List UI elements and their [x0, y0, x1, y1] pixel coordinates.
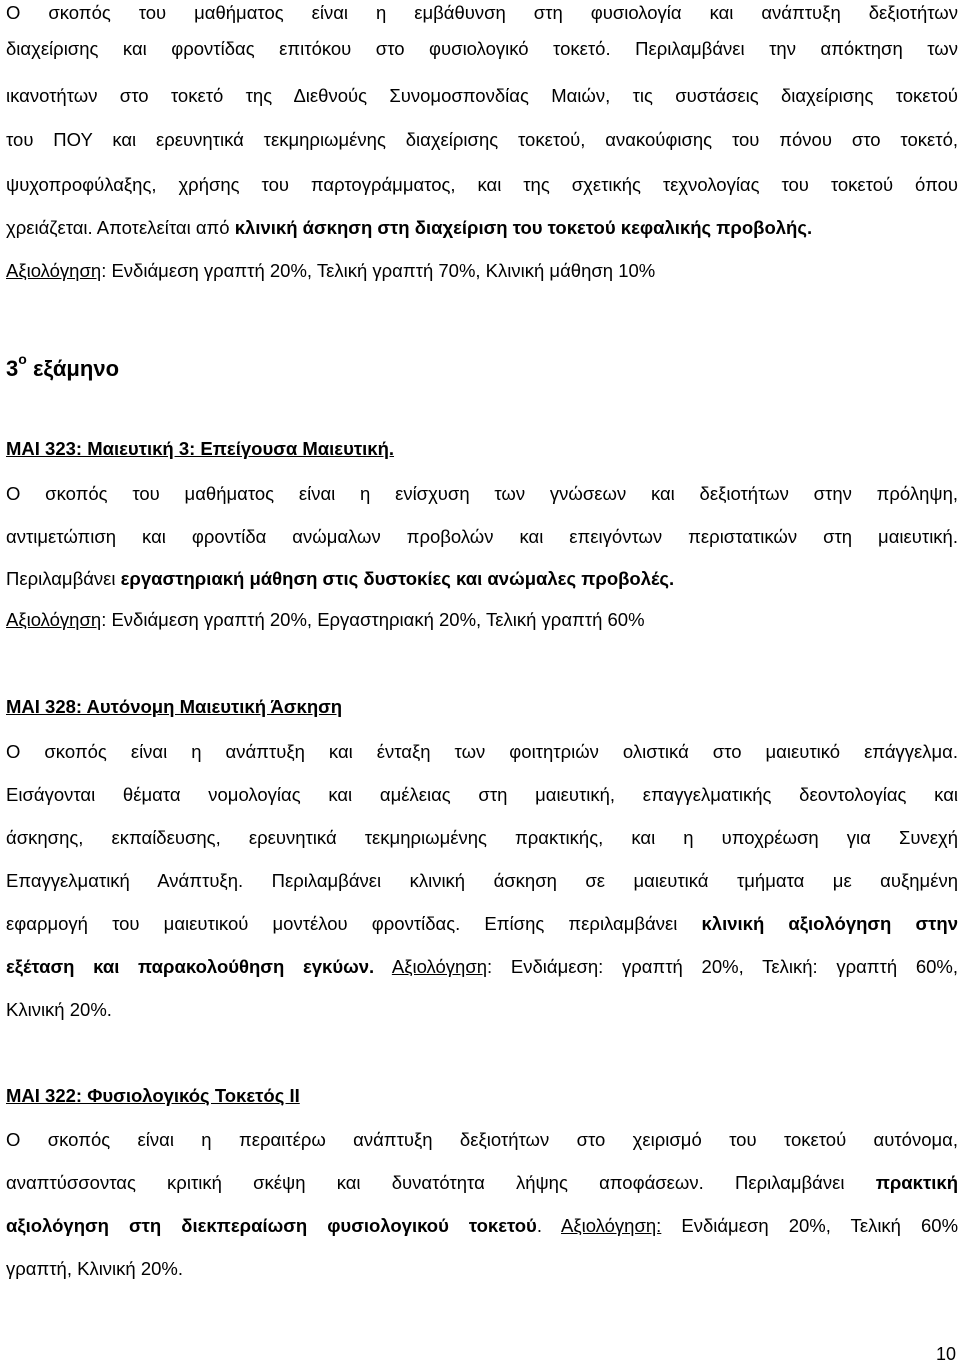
- mai328-line-6: [6, 954, 958, 980]
- evaluation-label: Αξιολόγηση: [391, 956, 488, 977]
- mai323-evaluation: [6, 607, 958, 633]
- mai322-line-2-text: αναπτύσσοντας κριτική σκέψη και δυνατότητα λήψης αποφάσεων. Περιλαμβάνει: [6, 1172, 876, 1193]
- term-heading: [6, 344, 958, 381]
- course-mai323-title: [6, 436, 958, 462]
- mai328-bold-exam: εξέταση και παρακολούθηση εγκύων.: [6, 956, 375, 977]
- term-label: εξάμηνο: [32, 356, 120, 381]
- mai328-line-1: Ο σκοπός είναι η ανάπτυξη και ένταξη των φοιτητριών ολιστικά στο μαιευτικό επάγγελμα.: [6, 741, 958, 762]
- intro-line-5: ψυχοπροφύλαξης, χρήσης του παρτογράμματος, και της σχετικής τεχνολογίας του τοκετού όπου: [6, 174, 958, 195]
- evaluation-text: : Ενδιάμεση γραπτή 20%, Τελική γραπτή 70%, Κλινική μάθηση 10%: [101, 260, 656, 281]
- mai328-line-7: Κλινική 20%.: [6, 999, 112, 1020]
- mai328-line-5-text: εφαρμογή του μαιευτικού μοντέλου φροντίδας. Επίσης περιλαμβάνει: [6, 913, 702, 934]
- mai323-bold-lab: εργαστηριακή μάθηση στις δυστοκίες και ανώμαλες προβολές.: [120, 568, 675, 589]
- mai328-line-4: Επαγγελματική Ανάπτυξη. Περιλαμβάνει κλινική άσκηση σε μαιευτικά τμήματα με αυξημένη: [6, 870, 958, 891]
- spacer-text: .: [536, 1215, 561, 1236]
- mai323-line-3-text: Περιλαμβάνει: [6, 568, 121, 589]
- evaluation-label: Αξιολόγηση: [6, 609, 102, 630]
- intro-bold-clinical: κλινική άσκηση στη διαχείριση του τοκετού κεφαλικής προβολής.: [234, 217, 813, 238]
- mai328-line-3: άσκησης, εκπαίδευσης, ερευνητικά τεκμηριωμένης πρακτικής, και η υποχρέωση για Συνεχή: [6, 827, 958, 848]
- mai328-bold-assessment: κλινική αξιολόγηση στην: [701, 913, 958, 934]
- term-number: 3: [6, 356, 19, 381]
- evaluation-text: : Ενδιάμεση: γραπτή 20%, Τελική: γραπτή 60%,: [487, 956, 959, 977]
- evaluation-text: : Ενδιάμεση γραπτή 20%, Εργαστηριακή 20%, Τελική γραπτή 60%: [101, 609, 645, 630]
- intro-evaluation: [6, 258, 958, 284]
- mai328-line-2: Εισάγονται θέματα νομολογίας και αμέλειας στη μαιευτική, επαγγελματικής δεοντολογίας και: [6, 784, 958, 805]
- course-mai328-title: [6, 694, 958, 720]
- evaluation-label: Αξιολόγηση:: [561, 1215, 662, 1236]
- course-mai322-title: [6, 1083, 958, 1109]
- mai322-bold-assessment: αξιολόγηση στη διεκπεραίωση φυσιολογικού τοκετού: [6, 1215, 537, 1236]
- page-number: 10: [936, 1344, 957, 1364]
- course-title: ΜΑΙ 322: Φυσιολογικός Τοκετός ΙΙ: [6, 1085, 300, 1106]
- evaluation-text: Ενδιάμεση 20%, Τελική 60%: [661, 1215, 959, 1236]
- mai323-line-2: αντιμετώπιση και φροντίδα ανώμαλων προβολών και επειγόντων περιστατικών στη μαιευτική.: [6, 526, 958, 547]
- mai328-line-5: [6, 911, 958, 937]
- intro-line-2: διαχείρισης και φροντίδας επιτόκου στο φυσιολογικό τοκετό. Περιλαμβάνει την απόκτηση των: [6, 38, 958, 59]
- mai322-line-4: γραπτή, Κλινική 20%.: [6, 1258, 184, 1279]
- spacer-text: [374, 956, 392, 977]
- intro-line-4: του ΠΟΥ και ερευνητικά τεκμηριωμένης διαχείρισης τοκετού, ανακούφισης του πόνου στο τοκετό,: [6, 129, 958, 150]
- mai322-bold-practical: πρακτική: [875, 1172, 958, 1193]
- mai322-line-2: [6, 1170, 958, 1196]
- mai323-line-1: Ο σκοπός του μαθήματος είναι η ενίσχυση των γνώσεων και δεξιοτήτων στην πρόληψη,: [6, 483, 958, 504]
- evaluation-label: Αξιολόγηση: [6, 260, 102, 281]
- mai322-line-3: [6, 1213, 958, 1239]
- intro-line-3: ικανοτήτων στο τοκετό της Διεθνούς Συνομοσπονδίας Μαιών, τις συστάσεις διαχείρισης τοκετού: [6, 85, 958, 106]
- intro-line-1: Ο σκοπός του μαθήματος είναι η εμβάθυνση στη φυσιολογία και ανάπτυξη δεξιοτήτων: [6, 2, 958, 23]
- term-ordinal: ο: [18, 351, 27, 367]
- mai322-line-1: Ο σκοπός είναι η περαιτέρω ανάπτυξη δεξιοτήτων στο χειρισμό του τοκετού αυτόνομα,: [6, 1129, 958, 1150]
- mai323-line-3: [6, 566, 958, 592]
- intro-line-6: [6, 215, 958, 241]
- course-title: ΜΑΙ 323: Μαιευτική 3: Επείγουσα Μαιευτική.: [6, 438, 395, 459]
- intro-line-6-text: χρειάζεται. Αποτελείται από: [6, 217, 235, 238]
- course-title: ΜΑΙ 328: Αυτόνομη Μαιευτική Άσκηση: [6, 696, 343, 717]
